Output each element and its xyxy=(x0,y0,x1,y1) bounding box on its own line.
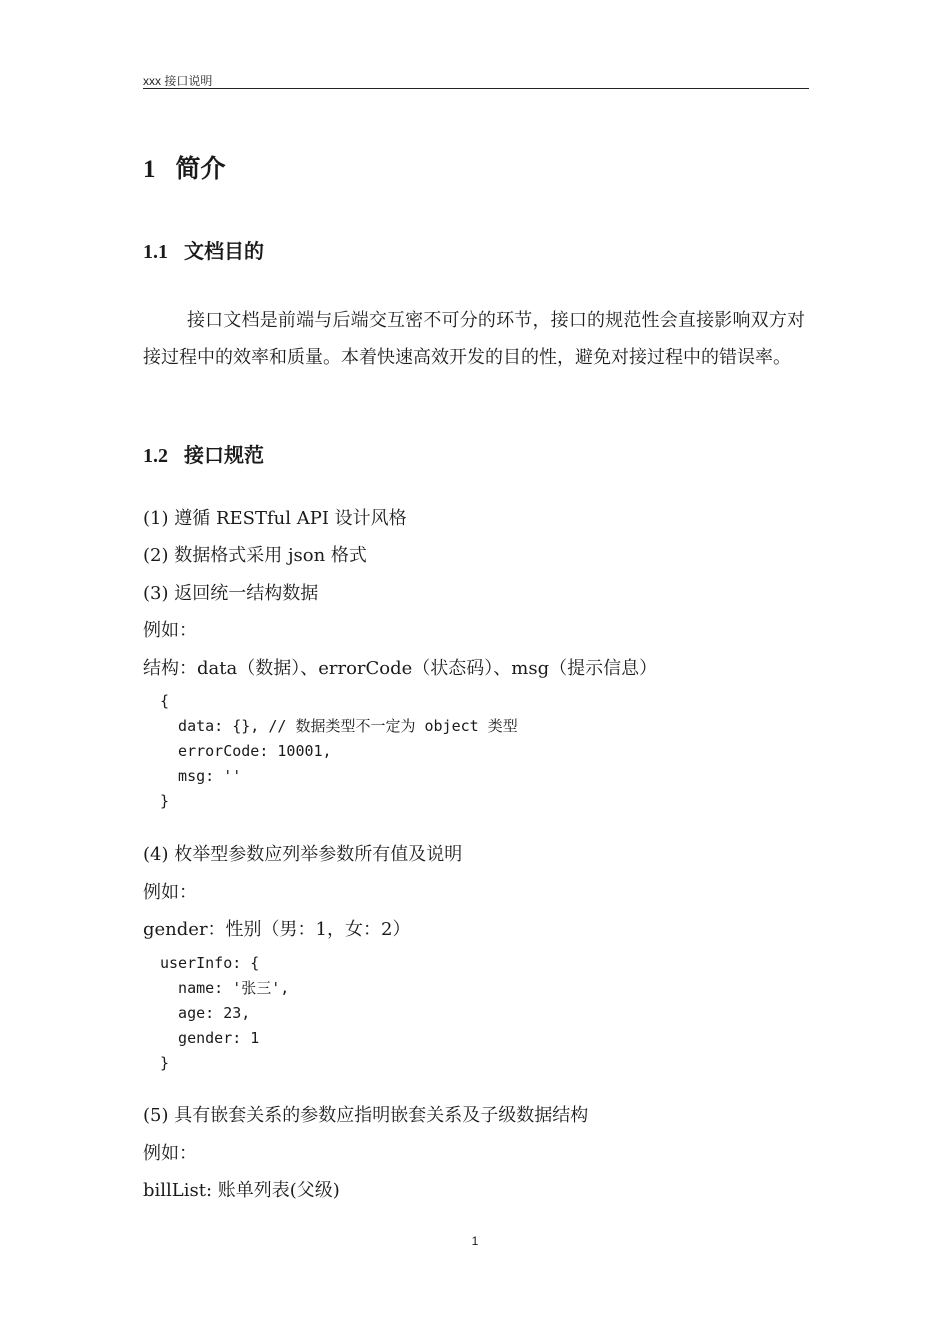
spec-item-2: (2) 数据格式采用 json 格式 xyxy=(143,545,367,566)
code-line: } xyxy=(160,792,170,810)
section-1-1-heading xyxy=(143,235,264,264)
code-line: gender: 1 xyxy=(160,1029,260,1047)
example-label: 例如： xyxy=(143,1143,197,1164)
purpose-paragraph: 接口文档是前端与后端交互密不可分的环节，接口的规范性会直接影响双方对接过程中的效率和质量。本着快速高效开发的目的性，避免对接过程中的错误率。 xyxy=(143,310,805,368)
gender-description: gender：性别（男：1，女：2） xyxy=(143,919,411,940)
code-line: } xyxy=(160,1054,170,1072)
section-1-2-number: 1.2 xyxy=(143,445,168,467)
code-line: { xyxy=(160,692,170,710)
code-line: age: 23, xyxy=(160,1004,251,1022)
page-number: 1 xyxy=(471,1234,479,1248)
spec-item-4: (4) 枚举型参数应列举参数所有值及说明 xyxy=(143,844,463,865)
structure-description: 结构：data（数据）、errorCode（状态码）、msg（提示信息） xyxy=(143,658,658,679)
spec-item-5: (5) 具有嵌套关系的参数应指明嵌套关系及子级数据结构 xyxy=(143,1105,589,1126)
code-line: msg: '' xyxy=(160,767,242,785)
spec-item-1: (1) 遵循 RESTful API 设计风格 xyxy=(143,508,407,529)
header-divider xyxy=(143,88,809,89)
billlist-description: billList: 账单列表(父级) xyxy=(143,1180,340,1201)
example-label: 例如： xyxy=(143,620,197,641)
section-1-2-title: 接口规范 xyxy=(184,443,264,467)
section-1-1-number: 1.1 xyxy=(143,241,168,263)
code-line: data: {}, // 数据类型不一定为 object 类型 xyxy=(160,717,518,735)
spec-item-3: (3) 返回统一结构数据 xyxy=(143,583,319,604)
code-line: userInfo: { xyxy=(160,954,260,972)
section-1-number: 1 xyxy=(143,156,156,183)
example-label: 例如： xyxy=(143,882,197,903)
code-line: name: '张三', xyxy=(160,979,290,997)
code-line: errorCode: 10001, xyxy=(160,742,332,760)
section-1-2-heading xyxy=(143,439,264,468)
section-1-title: 简介 xyxy=(175,154,226,183)
section-1-1-title: 文档目的 xyxy=(184,239,264,263)
page-header-title: xxx 接口说明 xyxy=(143,74,213,88)
section-1-heading xyxy=(143,149,226,185)
